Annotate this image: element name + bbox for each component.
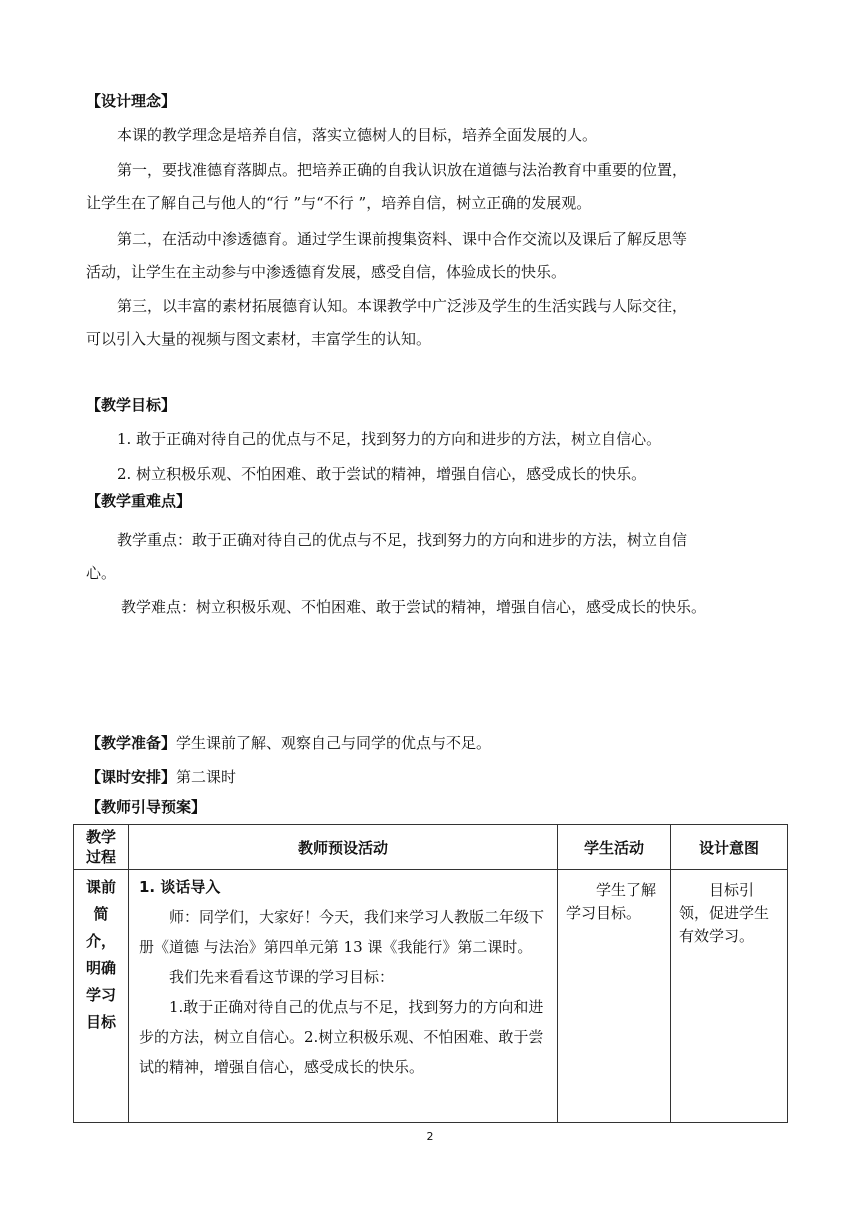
stage-line-4: 明确 (85, 959, 116, 977)
teacher-activity-paragraph-1: 师：同学们，大家好！今天，我们来学习人教版二年级下册《道德 与法治》第四单元第 13 课《我能行》第二课时。 (139, 908, 545, 956)
teaching-preparation (86, 733, 491, 753)
stage-line-5: 学习 (85, 986, 116, 1004)
header-student-activity: 学生活动 (558, 825, 671, 870)
schedule-text: 第二课时 (176, 768, 237, 786)
schedule-label: 【课时安排】 (86, 768, 177, 786)
design-paragraph-3-line-2: 活动，让学生在主动参与中渗透德育发展，感受自信，体验成长的快乐。 (86, 263, 567, 281)
header-design-intent: 设计意图 (671, 825, 788, 870)
preparation-text: 学生课前了解、观察自己与同学的优点与不足。 (176, 734, 492, 752)
header-process-line-1: 教学 (85, 828, 116, 846)
class-schedule (86, 767, 236, 787)
design-paragraph-2-line-1: 第一，要找准德育落脚点。把培养正确的自我认识放在道德与法治教育中重要的位置， (117, 161, 688, 179)
header-process (74, 825, 129, 870)
design-paragraph-4-line-2: 可以引入大量的视频与图文素材，丰富学生的认知。 (86, 330, 432, 348)
stage-line-2: 简 (93, 905, 109, 923)
table-row (74, 870, 788, 1123)
stage-line-3: 介， (85, 932, 116, 950)
teaching-focus-line-1: 教学重点：敢于正确对待自己的优点与不足，找到努力的方向和进步的方法，树立自信 (117, 531, 688, 549)
design-paragraph-3-line-1: 第二，在活动中渗透德育。通过学生课前搜集资料、课中合作交流以及课后了解反思等 (117, 230, 688, 248)
preparation-label: 【教学准备】 (86, 734, 177, 752)
student-activity-text: 学生了解学习目标。 (566, 881, 657, 922)
stage-line-6: 目标 (85, 1013, 116, 1031)
goals-heading: 【教学目标】 (86, 396, 177, 414)
guide-heading: 【教师引导预案】 (86, 798, 207, 816)
design-intent-text: 目标引领，促进学生有效学习。 (679, 881, 770, 945)
stage-line-1: 课前 (85, 878, 116, 896)
stage-cell (74, 870, 129, 1123)
teacher-activity-cell (129, 870, 558, 1123)
teaching-difficulty: 教学难点：树立积极乐观、不怕困难、敢于尝试的精神，增强自信心，感受成长的快乐。 (121, 598, 707, 616)
teacher-activity-paragraph-2: 我们先来看看这节课的学习目标： (169, 968, 395, 986)
goal-item-2: 2. 树立积极乐观、不怕困难、敢于尝试的精神，增强自信心，感受成长的快乐。 (117, 465, 647, 483)
header-process-line-2: 过程 (85, 848, 116, 866)
design-paragraph-1: 本课的教学理念是培养自信，落实立德树人的目标，培养全面发展的人。 (117, 126, 598, 144)
student-activity-cell (558, 870, 671, 1123)
design-paragraph-2-line-2: 让学生在了解自己与他人的“行 ”与“不行 ”，培养自信，树立正确的发展观。 (86, 194, 592, 212)
key-points-heading: 【教学重难点】 (86, 492, 192, 510)
design-paragraph-4-line-1: 第三，以丰富的素材拓展德育认知。本课教学中广泛涉及学生的生活实践与人际交往， (117, 297, 688, 315)
table-header-row (74, 825, 788, 870)
goal-item-1: 1. 敢于正确对待自己的优点与不足，找到努力的方向和进步的方法，树立自信心。 (117, 430, 662, 448)
design-intent-cell (671, 870, 788, 1123)
teaching-focus-line-2: 心。 (86, 564, 117, 582)
page-number: 2 (426, 1130, 434, 1143)
teacher-activity-title: 1. 谈话导入 (139, 878, 221, 896)
design-heading: 【设计理念】 (86, 92, 177, 110)
lesson-plan-table (73, 824, 788, 1123)
header-teacher-activity: 教师预设活动 (129, 825, 558, 870)
teacher-activity-paragraph-3: 1.敢于正确对待自己的优点与不足，找到努力的方向和进步的方法，树立自信心。2.树立积极乐观、不怕困难、敢于尝试的精神，增强自信心，感受成长的快乐。 (139, 998, 544, 1076)
